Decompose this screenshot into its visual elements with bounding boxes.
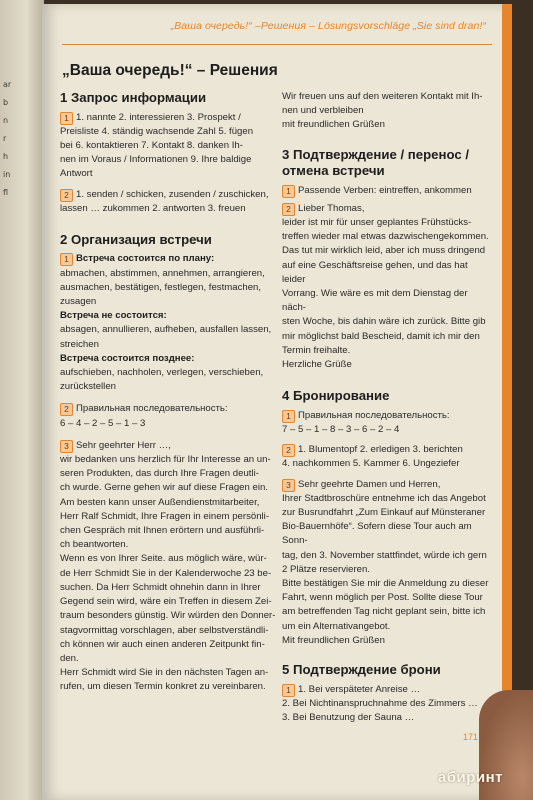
text-line: aufschieben, nachholen, verlegen, verschieben, [60, 367, 264, 379]
text-line: nen und verbleiben [282, 105, 364, 117]
book-page [42, 4, 512, 800]
text-line: wir bedanken uns herzlich für Ihr Interesse an un- [60, 454, 271, 466]
exercise-4-2: 2 1. Blumentopf 2. erledigen 3. berichten [282, 443, 492, 457]
section-3 [282, 147, 492, 373]
text-line: leider ist mir für unser geplantes Frühstücks- [282, 217, 472, 229]
text-line: Ihrer Stadtbroschüre entnehme ich das Angebot [282, 492, 486, 504]
text-line: 2. Bei Nichtinanspruchnahme des Zimmers … [282, 697, 478, 709]
exercise-3-2: 2 Lieber Thomas, [282, 202, 492, 216]
text-line: zur Busrundfahrt „Zum Einkauf auf Münsteraner [282, 506, 486, 518]
exercise-badge: 1 [282, 684, 295, 697]
exercise-badge: 1 [282, 185, 295, 198]
text-line: Am besten kann unser Außendienstmitarbeiter, [60, 496, 260, 508]
orange-margin-bar [502, 4, 512, 800]
text-line: den. [60, 652, 79, 664]
edge-text: in [3, 170, 11, 179]
watermark-logo: абиринт [437, 769, 503, 786]
left-page-edge [0, 0, 44, 800]
text-line: Gegend sein wird, wäre ein Treffen in diesem Zei- [60, 596, 272, 608]
text-line: seren Produkten, das durch Ihre Fragen deutli- [60, 468, 259, 480]
section-1 [60, 90, 278, 216]
text-line: Das tut mir wirklich leid, aber ich muss dringend [282, 245, 486, 257]
text-line: Herzliche Grüße [282, 359, 352, 371]
exercise-2-1: 1 Встреча состоится по плану: [60, 252, 278, 266]
exercise-1-1: 1 1. nannte 2. interessieren 3. Prospekt / [60, 111, 278, 125]
exercise-4-1: 1 Правильная последовательность: [282, 409, 492, 423]
section-4-title: 4 Бронирование [282, 388, 390, 404]
text-line: bei 6. kontaktieren 7. Kontakt 8. danken Ih- [60, 139, 243, 151]
exercise-badge: 1 [60, 253, 73, 266]
sequence: 6 – 4 – 2 – 5 – 1 – 3 [60, 417, 146, 429]
right-column [282, 90, 492, 735]
subheading: Встреча состоится позднее: [60, 352, 195, 364]
text-line: Bitte bestätigen Sie mir die Anmeldung zu dieser [282, 577, 489, 589]
edge-text: ar [3, 80, 12, 89]
text-line: mit freundlichen Grüßen [282, 119, 385, 131]
exercise-badge: 2 [282, 444, 295, 457]
text-line: Herr Schmidt wird Sie in den nächsten Tagen an- [60, 667, 269, 679]
edge-text: h [3, 152, 9, 161]
exercise-5-1: 1 1. Bei verspäteter Anreise … [282, 683, 492, 697]
text-line: auf eine Geschäftsreise gehen, und das hat leider [282, 259, 468, 285]
exercise-badge: 2 [60, 403, 73, 416]
text-line: Bio-Bauernhöfe“. Sofern diese Tour auch am Sonn- [282, 521, 472, 547]
edge-text: b [3, 98, 9, 107]
text-line: treffen wieder mal etwas dazwischengekommen. [282, 231, 489, 243]
text-line: 2 Plätze reservieren. [282, 563, 370, 575]
text-line: chen Gespräch mit Ihnen erörtern und ausführli- [60, 525, 265, 537]
text-line: mir möglichst bald Bescheid, damit ich mir den [282, 330, 480, 342]
text-line: Mit freundlichen Grüßen [282, 634, 385, 646]
exercise-2-3: 3 Sehr geehrter Herr …, [60, 439, 278, 453]
exercise-badge: 1 [60, 112, 73, 125]
exercise-badge: 3 [60, 440, 73, 453]
text-line: Wenn es von Ihrer Seite. aus möglich wäre, wür- [60, 553, 267, 565]
text-line: zurückstellen [60, 381, 116, 393]
section-5 [282, 662, 492, 725]
exercise-badge: 2 [60, 189, 73, 202]
left-column [60, 90, 278, 705]
text-line: Termin freihalte. [282, 344, 351, 356]
text-line: Preisliste 4. ständig wachsende Zahl 5. fügen [60, 125, 254, 137]
subheading: Встреча не состоится: [60, 310, 167, 322]
header-rule [62, 44, 492, 45]
text-line: ch beantworten. [60, 539, 129, 551]
text-line: lassen … zukommen 2. antworten 3. freuen [60, 202, 246, 214]
text-line: Vorrang. Wie wäre es mit dem Dienstag der näch- [282, 288, 468, 314]
text-line: traum besonders günstig. Wir würden den Donner- [60, 610, 276, 622]
text-line: suchen. Da Herr Schmidt ohnehin dann in Ihrer [60, 581, 261, 593]
section-4 [282, 388, 492, 648]
section-2 [60, 232, 278, 695]
text-line: nen im Voraus / Informationen 9. Ihre baldige [60, 154, 252, 166]
edge-text: fl [3, 188, 9, 197]
section-2-title: 2 Организация встречи [60, 231, 212, 247]
section-5-title: 5 Подтверждение брони [282, 662, 441, 677]
text-line: tag, den 3. November stattfindet, würde ich gern [282, 549, 487, 561]
running-header: „Ваша очередь!“ –Решения – Lösungsvorschläge „Sie sind dran!“ [170, 20, 486, 32]
exercise-badge: 3 [282, 479, 295, 492]
text-line: abmachen, abstimmen, annehmen, arrangieren, [60, 267, 265, 279]
exercise-3-1: 1 Passende Verben: eintreffen, ankommen [282, 184, 492, 198]
text-line: Antwort [60, 168, 93, 180]
text-line: 3. Bei Benutzung der Sauna … [282, 711, 415, 723]
exercise-badge: 2 [282, 203, 295, 216]
text-line: sten Woche, bis dahin wäre ich zurück. Bitte gib [282, 316, 486, 328]
text-line: stagvormittag vorschlagen, aber selbstverständli- [60, 624, 269, 636]
text-line: ausmachen, bestätigen, festlegen, festmachen, [60, 281, 262, 293]
exercise-2-2: 2 Правильная последовательность: [60, 402, 278, 416]
text-line: Herr Ralf Schmidt, Ihre Fragen in einem persönli- [60, 510, 270, 522]
text-line: rufen, um diesen Termin konkret zu vereinbaren. [60, 681, 266, 693]
exercise-badge: 1 [282, 410, 295, 423]
text-line: de Herr Schmidt Sie in der Kalenderwoche 23 be- [60, 567, 272, 579]
section-3-title: 3 Подтверждение / перенос / отмена встречи [282, 146, 469, 179]
section-2-continued [282, 90, 492, 133]
page-number: 171 [462, 732, 478, 742]
edge-text: r [3, 134, 7, 143]
section-1-title: 1 Запрос информации [60, 90, 207, 105]
text-line: zusagen [60, 296, 97, 308]
exercise-4-3: 3 Sehr geehrte Damen und Herren, [282, 478, 492, 492]
text-line: absagen, annullieren, aufheben, ausfallen lassen, [60, 324, 272, 336]
text-line: Wir freuen uns auf den weiteren Kontakt mit Ih- [282, 91, 483, 102]
text-line: ch wurde. Gerne gehen wir auf diese Fragen ein. [60, 482, 268, 494]
page-title: „Ваша очередь!“ – Решения [62, 62, 278, 79]
text-line: um ein Alternativangebot. [282, 620, 391, 632]
text-line: 4. nachkommen 5. Kammer 6. Ungeziefer [282, 458, 460, 470]
text-line: ch können wir auch einen anderen Zeitpunkt fin- [60, 638, 265, 650]
sequence: 7 – 5 – 1 – 8 – 3 – 6 – 2 – 4 [282, 423, 400, 435]
text-line: am betreffenden Tag nicht geplant sein, bitte ich [282, 606, 486, 618]
text-line: streichen [60, 338, 99, 350]
edge-text: n [3, 116, 9, 125]
text-line: Fahrt, wenn möglich per Post. Sollte diese Tour [282, 592, 483, 604]
exercise-1-2: 2 1. senden / schicken, zusenden / zuschicken, [60, 188, 278, 202]
